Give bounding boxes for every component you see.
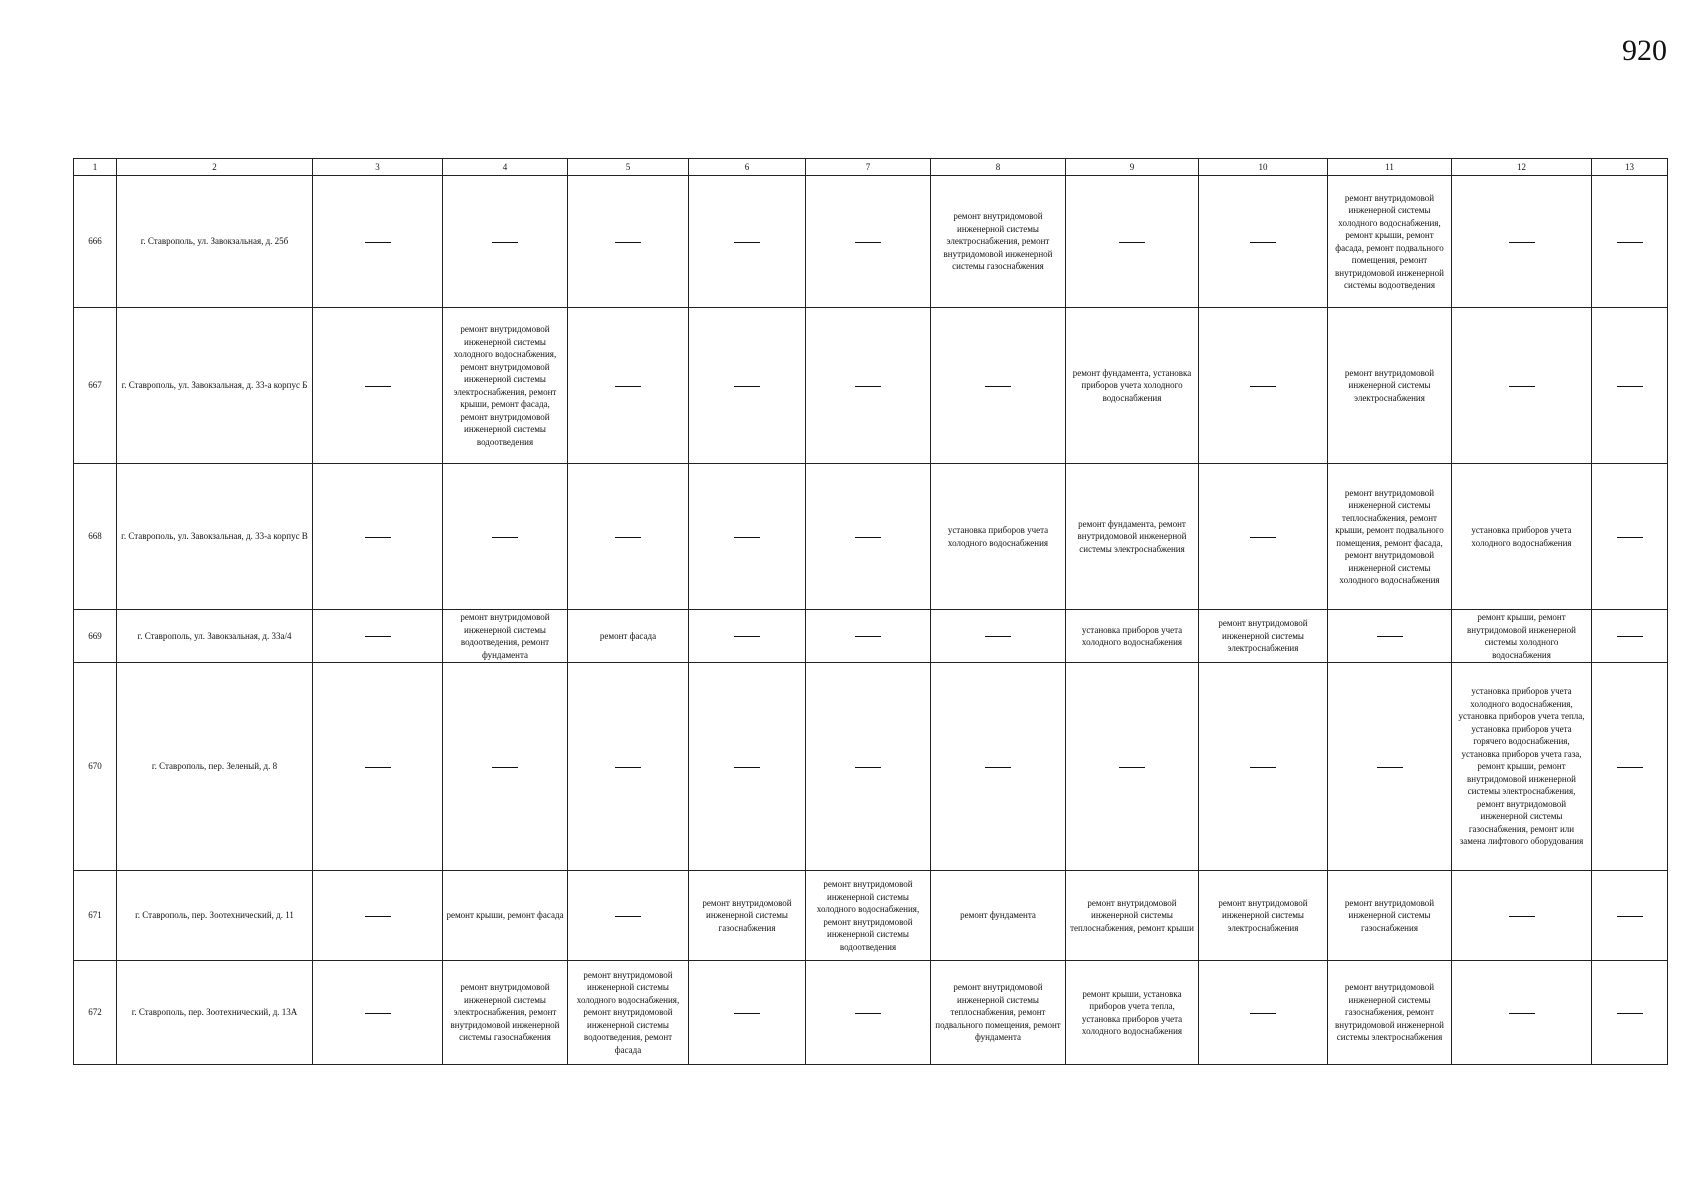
table-cell bbox=[1452, 176, 1592, 308]
table-cell: ремонт внутридомовой инженерной системы газоснабжения bbox=[1328, 871, 1452, 961]
table-cell: установка приборов учета холодного водоснабжения bbox=[931, 464, 1066, 610]
address-cell: г. Ставрополь, пер. Зоотехнический, д. 13А bbox=[117, 961, 313, 1065]
table-cell bbox=[568, 464, 689, 610]
dash-mark bbox=[985, 636, 1011, 637]
table-cell bbox=[443, 663, 568, 871]
dash-mark bbox=[1119, 767, 1145, 768]
column-header-8: 8 bbox=[931, 159, 1066, 176]
dash-mark bbox=[615, 767, 641, 768]
table-cell bbox=[689, 610, 806, 663]
dash-mark bbox=[1250, 1013, 1276, 1014]
table-cell bbox=[313, 610, 443, 663]
address-cell: г. Ставрополь, ул. Завокзальная, д. 25б bbox=[117, 176, 313, 308]
table-cell bbox=[806, 961, 931, 1065]
table-row bbox=[74, 464, 1668, 610]
dash-mark bbox=[1509, 242, 1535, 243]
row-number: 671 bbox=[74, 871, 117, 961]
table-cell bbox=[1592, 871, 1668, 961]
dash-mark bbox=[492, 242, 518, 243]
table-cell: ремонт внутридомовой инженерной системы холодного водоснабжения, ремонт внутридомовой инженерной системы электроснабжения, ремонт крыши, ремонт фасада, ремонт внутридомовой инженерной системы водоотведения bbox=[443, 308, 568, 464]
dash-mark bbox=[1509, 916, 1535, 917]
dash-mark bbox=[734, 1013, 760, 1014]
dash-mark bbox=[985, 767, 1011, 768]
row-number: 670 bbox=[74, 663, 117, 871]
table-cell: ремонт крыши, ремонт фасада bbox=[443, 871, 568, 961]
address-cell: г. Ставрополь, ул. Завокзальная, д. 33а/4 bbox=[117, 610, 313, 663]
dash-mark bbox=[985, 386, 1011, 387]
table-cell: ремонт внутридомовой инженерной системы электроснабжения, ремонт внутридомовой инженерной системы газоснабжения bbox=[443, 961, 568, 1065]
table-cell bbox=[1592, 308, 1668, 464]
dash-mark bbox=[1250, 537, 1276, 538]
dash-mark bbox=[365, 636, 391, 637]
table-cell: ремонт фундамента, установка приборов учета холодного водоснабжения bbox=[1066, 308, 1199, 464]
table-cell bbox=[1199, 308, 1328, 464]
dash-mark bbox=[734, 767, 760, 768]
table-cell bbox=[689, 176, 806, 308]
table-cell bbox=[313, 961, 443, 1065]
dash-mark bbox=[855, 767, 881, 768]
dash-mark bbox=[1617, 537, 1643, 538]
dash-mark bbox=[1377, 767, 1403, 768]
table-cell bbox=[313, 308, 443, 464]
dash-mark bbox=[734, 242, 760, 243]
table-cell bbox=[931, 610, 1066, 663]
dash-mark bbox=[365, 767, 391, 768]
column-header-9: 9 bbox=[1066, 159, 1199, 176]
table-cell bbox=[1452, 308, 1592, 464]
table-cell: ремонт внутридомовой инженерной системы теплоснабжения, ремонт крыши bbox=[1066, 871, 1199, 961]
repair-schedule-table bbox=[73, 158, 1668, 1065]
table-cell bbox=[806, 308, 931, 464]
table-cell bbox=[931, 663, 1066, 871]
dash-mark bbox=[615, 916, 641, 917]
column-header-5: 5 bbox=[568, 159, 689, 176]
table-cell bbox=[1592, 961, 1668, 1065]
dash-mark bbox=[615, 537, 641, 538]
table-row bbox=[74, 610, 1668, 663]
table-cell bbox=[689, 663, 806, 871]
table-cell: ремонт внутридомовой инженерной системы холодного водоснабжения, ремонт внутридомовой инженерной системы водоотведения bbox=[806, 871, 931, 961]
row-number: 669 bbox=[74, 610, 117, 663]
table-cell: ремонт фундамента, ремонт внутридомовой инженерной системы электроснабжения bbox=[1066, 464, 1199, 610]
column-header-1: 1 bbox=[74, 159, 117, 176]
table-cell bbox=[313, 871, 443, 961]
table-cell: установка приборов учета холодного водоснабжения, установка приборов учета тепла, установка приборов учета горячего водоснабжения, установка приборов учета газа, ремонт крыши, ремонт внутридомовой инженерной системы электроснабжения, ремонт внутридомовой инженерной системы газоснабжения, ремонт или замена лифтового оборудования bbox=[1452, 663, 1592, 871]
table-cell bbox=[689, 308, 806, 464]
table-cell bbox=[568, 871, 689, 961]
table-cell: ремонт крыши, ремонт внутридомовой инженерной системы холодного водоснабжения bbox=[1452, 610, 1592, 663]
table-cell bbox=[1592, 464, 1668, 610]
table-cell bbox=[313, 176, 443, 308]
table-cell: ремонт фасада bbox=[568, 610, 689, 663]
table-cell bbox=[443, 176, 568, 308]
dash-mark bbox=[365, 537, 391, 538]
table-cell bbox=[806, 663, 931, 871]
table-cell: ремонт фундамента bbox=[931, 871, 1066, 961]
column-header-7: 7 bbox=[806, 159, 931, 176]
column-header-2: 2 bbox=[117, 159, 313, 176]
table-cell: установка приборов учета холодного водоснабжения bbox=[1066, 610, 1199, 663]
row-number: 666 bbox=[74, 176, 117, 308]
table-cell bbox=[1199, 961, 1328, 1065]
table-cell: ремонт внутридомовой инженерной системы газоснабжения, ремонт внутридомовой инженерной системы электроснабжения bbox=[1328, 961, 1452, 1065]
table-cell bbox=[1592, 176, 1668, 308]
table-cell bbox=[1592, 663, 1668, 871]
dash-mark bbox=[855, 386, 881, 387]
table-cell: ремонт внутридомовой инженерной системы холодного водоснабжения, ремонт внутридомовой инженерной системы водоотведения, ремонт фасада bbox=[568, 961, 689, 1065]
table-row bbox=[74, 663, 1668, 871]
column-header-4: 4 bbox=[443, 159, 568, 176]
address-cell: г. Ставрополь, пер. Зеленый, д. 8 bbox=[117, 663, 313, 871]
table-cell bbox=[568, 176, 689, 308]
dash-mark bbox=[1617, 242, 1643, 243]
address-cell: г. Ставрополь, ул. Завокзальная, д. 33-а корпус В bbox=[117, 464, 313, 610]
header-row bbox=[74, 159, 1668, 176]
table-cell bbox=[1452, 961, 1592, 1065]
table-cell: установка приборов учета холодного водоснабжения bbox=[1452, 464, 1592, 610]
dash-mark bbox=[492, 537, 518, 538]
table-cell: ремонт внутридомовой инженерной системы электроснабжения bbox=[1199, 871, 1328, 961]
table-cell bbox=[1592, 610, 1668, 663]
column-header-11: 11 bbox=[1328, 159, 1452, 176]
table-cell bbox=[1452, 871, 1592, 961]
column-header-10: 10 bbox=[1199, 159, 1328, 176]
table-cell bbox=[689, 961, 806, 1065]
table-cell bbox=[1199, 176, 1328, 308]
dash-mark bbox=[1250, 767, 1276, 768]
dash-mark bbox=[365, 916, 391, 917]
column-header-13: 13 bbox=[1592, 159, 1668, 176]
table-cell bbox=[1199, 663, 1328, 871]
table-cell bbox=[1066, 176, 1199, 308]
dash-mark bbox=[365, 1013, 391, 1014]
table-row bbox=[74, 961, 1668, 1065]
dash-mark bbox=[1617, 636, 1643, 637]
table-row bbox=[74, 871, 1668, 961]
table-cell: ремонт внутридомовой инженерной системы теплоснабжения, ремонт подвального помещения, ремонт фундамента bbox=[931, 961, 1066, 1065]
dash-mark bbox=[1617, 767, 1643, 768]
row-number: 672 bbox=[74, 961, 117, 1065]
table-row bbox=[74, 176, 1668, 308]
row-number: 668 bbox=[74, 464, 117, 610]
dash-mark bbox=[734, 386, 760, 387]
table-cell: ремонт внутридомовой инженерной системы электроснабжения bbox=[1328, 308, 1452, 464]
table-cell: ремонт внутридомовой инженерной системы холодного водоснабжения, ремонт крыши, ремонт фасада, ремонт подвального помещения, ремонт внутридомовой инженерной системы водоотведения bbox=[1328, 176, 1452, 308]
table-cell: ремонт внутридомовой инженерной системы электроснабжения, ремонт внутридомовой инженерной системы газоснабжения bbox=[931, 176, 1066, 308]
dash-mark bbox=[492, 767, 518, 768]
table-cell bbox=[313, 464, 443, 610]
table-cell: ремонт внутридомовой инженерной системы электроснабжения bbox=[1199, 610, 1328, 663]
dash-mark bbox=[1250, 386, 1276, 387]
dash-mark bbox=[615, 242, 641, 243]
table-cell bbox=[1328, 663, 1452, 871]
page-number: 920 bbox=[1622, 34, 1667, 67]
dash-mark bbox=[855, 537, 881, 538]
dash-mark bbox=[855, 636, 881, 637]
dash-mark bbox=[1617, 1013, 1643, 1014]
dash-mark bbox=[1509, 386, 1535, 387]
dash-mark bbox=[1617, 386, 1643, 387]
dash-mark bbox=[1617, 916, 1643, 917]
table-cell bbox=[931, 308, 1066, 464]
table-cell bbox=[806, 176, 931, 308]
table-row bbox=[74, 308, 1668, 464]
dash-mark bbox=[1509, 1013, 1535, 1014]
address-cell: г. Ставрополь, пер. Зоотехнический, д. 11 bbox=[117, 871, 313, 961]
dash-mark bbox=[615, 386, 641, 387]
table-cell bbox=[313, 663, 443, 871]
table-cell: ремонт внутридомовой инженерной системы теплоснабжения, ремонт крыши, ремонт подвального помещения, ремонт фасада, ремонт внутридомовой инженерной системы холодного водоснабжения bbox=[1328, 464, 1452, 610]
dash-mark bbox=[1119, 242, 1145, 243]
dash-mark bbox=[734, 537, 760, 538]
dash-mark bbox=[365, 386, 391, 387]
dash-mark bbox=[1250, 242, 1276, 243]
column-header-6: 6 bbox=[689, 159, 806, 176]
dash-mark bbox=[855, 242, 881, 243]
address-cell: г. Ставрополь, ул. Завокзальная, д. 33-а корпус Б bbox=[117, 308, 313, 464]
dash-mark bbox=[734, 636, 760, 637]
table-cell bbox=[1328, 610, 1452, 663]
table-cell bbox=[689, 464, 806, 610]
table-cell bbox=[568, 663, 689, 871]
column-header-3: 3 bbox=[313, 159, 443, 176]
table-cell bbox=[806, 610, 931, 663]
table-cell bbox=[1066, 663, 1199, 871]
table-cell bbox=[806, 464, 931, 610]
dash-mark bbox=[1377, 636, 1403, 637]
table-cell: ремонт внутридомовой инженерной системы водоотведения, ремонт фундамента bbox=[443, 610, 568, 663]
row-number: 667 bbox=[74, 308, 117, 464]
table-cell bbox=[568, 308, 689, 464]
table-cell: ремонт крыши, установка приборов учета тепла, установка приборов учета холодного водоснабжения bbox=[1066, 961, 1199, 1065]
table-cell bbox=[443, 464, 568, 610]
table-cell bbox=[1199, 464, 1328, 610]
dash-mark bbox=[855, 1013, 881, 1014]
dash-mark bbox=[365, 242, 391, 243]
table-cell: ремонт внутридомовой инженерной системы газоснабжения bbox=[689, 871, 806, 961]
column-header-12: 12 bbox=[1452, 159, 1592, 176]
